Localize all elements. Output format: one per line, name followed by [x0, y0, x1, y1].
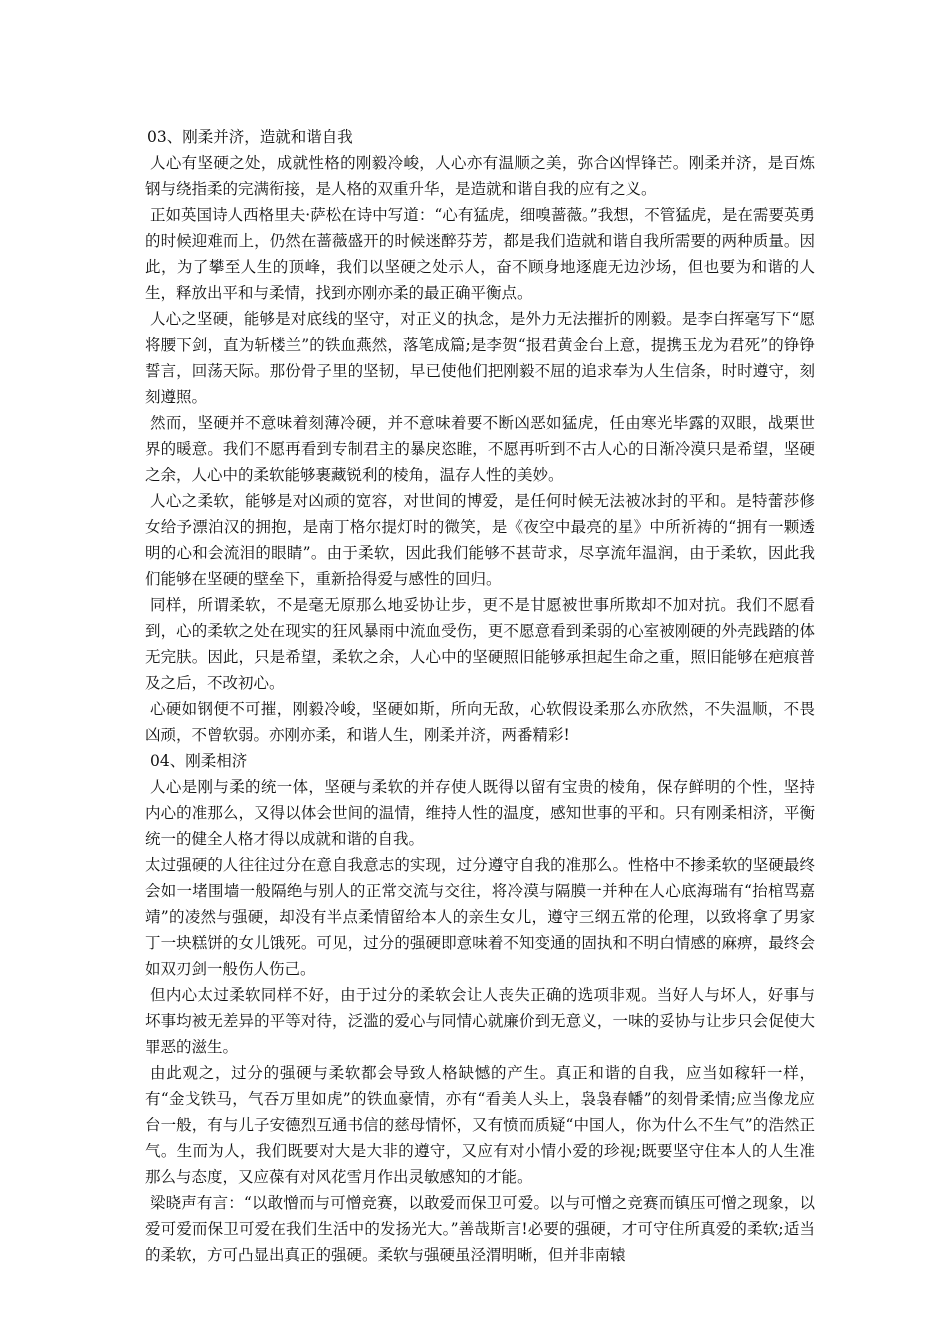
- section-heading-03: 03、刚柔并济，造就和谐自我: [147, 128, 353, 146]
- paragraph: 正如英国诗人西格里夫·萨松在诗中写道：“心有猛虎，细嗅蔷薇。”我想，不管猛虎，是在需要英勇的时候迎难而上，仍然在蔷薇盛开的时候迷醉芬芳，都是我们造就和谐自我所需要的两种质量。因此，为了攀至人生的顶峰，我们以坚硬之处示人，奋不顾身地逐鹿无边沙场，但也要为和谐的人生，释放出平和与柔情，找到亦刚亦柔的最正确平衡点。: [145, 206, 815, 302]
- paragraph: 然而，坚硬并不意味着刻薄冷硬，并不意味着要不断凶恶如猛虎，任由寒光毕露的双眼，战栗世界的暖意。我们不愿再看到专制君主的暴戾恣睢，不愿再听到不古人心的日渐冷漠只是希望，坚硬之余，人心中的柔软能够裹藏锐利的棱角，温存人性的美妙。: [145, 414, 815, 484]
- paragraph: 但内心太过柔软同样不好，由于过分的柔软会让人丧失正确的选项非观。当好人与坏人，好事与坏事均被无差异的平等对待，泛滥的爱心与同情心就廉价到无意义，一味的妥协与让步只会促使大罪恶的滋生。: [145, 986, 815, 1056]
- paragraph: 同样，所谓柔软，不是毫无原那么地妥协让步，更不是甘愿被世事所欺却不加对抗。我们不愿看到，心的柔软之处在现实的狂风暴雨中流血受伤，更不愿意看到柔弱的心室被刚硬的外壳践踏的体无完肤。因此，只是希望，柔软之余，人心中的坚硬照旧能够承担起生命之重，照旧能够在疤痕普及之后，不改初心。: [145, 596, 815, 692]
- paragraph: 人心之柔软，能够是对凶顽的宽容，对世间的博爱，是任何时候无法被冰封的平和。是特蕾莎修女给予漂泊汉的拥抱，是南丁格尔提灯时的微笑，是《夜空中最亮的星》中所祈祷的“拥有一颗透明的心和会流泪的眼睛”。由于柔软，因此我们能够不甚苛求，尽享流年温润，由于柔软，因此我们能够在坚硬的壁垒下，重新拾得爱与感性的回归。: [145, 492, 815, 588]
- paragraph: 人心之坚硬，能够是对底线的坚守，对正义的执念，是外力无法摧折的刚毅。是李白挥毫写下“愿将腰下剑，直为斩楼兰”的铁血燕然，落笔成篇;是李贺“报君黄金台上意，提携玉龙为君死”的铮铮誓言，回荡天际。那份骨子里的坚韧，早已使他们把刚毅不屈的追求奉为人生信条，时时遵守，刻刻遵照。: [145, 310, 815, 406]
- paragraph: 人心有坚硬之处，成就性格的刚毅冷峻，人心亦有温顺之美，弥合凶悍锋芒。刚柔并济，是百炼钢与绕指柔的完满衔接，是人格的双重升华，是造就和谐自我的应有之义。: [145, 154, 815, 198]
- paragraph: 太过强硬的人往往过分在意自我意志的实现，过分遵守自我的准那么。性格中不掺柔软的坚硬最终会如一堵围墙一般隔绝与别人的正常交流与交往，将冷漠与隔膜一并种在人心底海瑞有“抬棺骂嘉靖”的凌然与强硬，却没有半点柔情留给本人的亲生女儿，遵守三纲五常的伦理，以致将拿了男家丁一块糕饼的女儿饿死。可见，过分的强硬即意味着不知变通的固执和不明白情感的麻痹，最终会如双刃剑一般伤人伤己。: [145, 856, 815, 978]
- paragraph: 人心是刚与柔的统一体，坚硬与柔软的并存使人既得以留有宝贵的棱角，保存鲜明的个性，坚持内心的准那么，又得以体会世间的温情，维持人性的温度，感知世事的平和。只有刚柔相济，平衡统一的健全人格才得以成就和谐的自我。: [145, 778, 815, 848]
- paragraph: 由此观之，过分的强硬与柔软都会导致人格缺憾的产生。真正和谐的自我，应当如稼轩一样，有“金戈铁马，气吞万里如虎”的铁血豪情，亦有“看美人头上，袅袅春幡”的刻骨柔情;应当像龙应台一般，有与儿子安德烈互通书信的慈母情怀，又有愤而质疑“中国人，你为什么不生气”的浩然正气。生而为人，我们既要对大是大非的遵守，又应有对小情小爱的珍视;既要坚守住本人的人生准那么与态度，又应葆有对风花雪月作出灵敏感知的才能。: [145, 1064, 815, 1186]
- document-page: [145, 124, 815, 1268]
- paragraph: 心硬如钢便不可摧，刚毅冷峻，坚硬如斯，所向无敌，心软假设柔那么亦欣然，不失温顺，不畏凶顽，不曾软弱。亦刚亦柔，和谐人生，刚柔并济，两番精彩!: [145, 700, 815, 744]
- paragraph: 梁晓声有言：“以敢憎而与可憎竞赛，以敢爱而保卫可爱。以与可憎之竞赛而镇压可憎之现象，以爱可爱而保卫可爱在我们生活中的发扬光大。”善哉斯言!必要的强硬，才可守住所真爱的柔软;适当的柔软，方可凸显出真正的强硬。柔软与强硬虽泾渭明晰，但并非南辕: [145, 1194, 815, 1264]
- section-heading-04: 04、刚柔相济: [150, 752, 248, 770]
